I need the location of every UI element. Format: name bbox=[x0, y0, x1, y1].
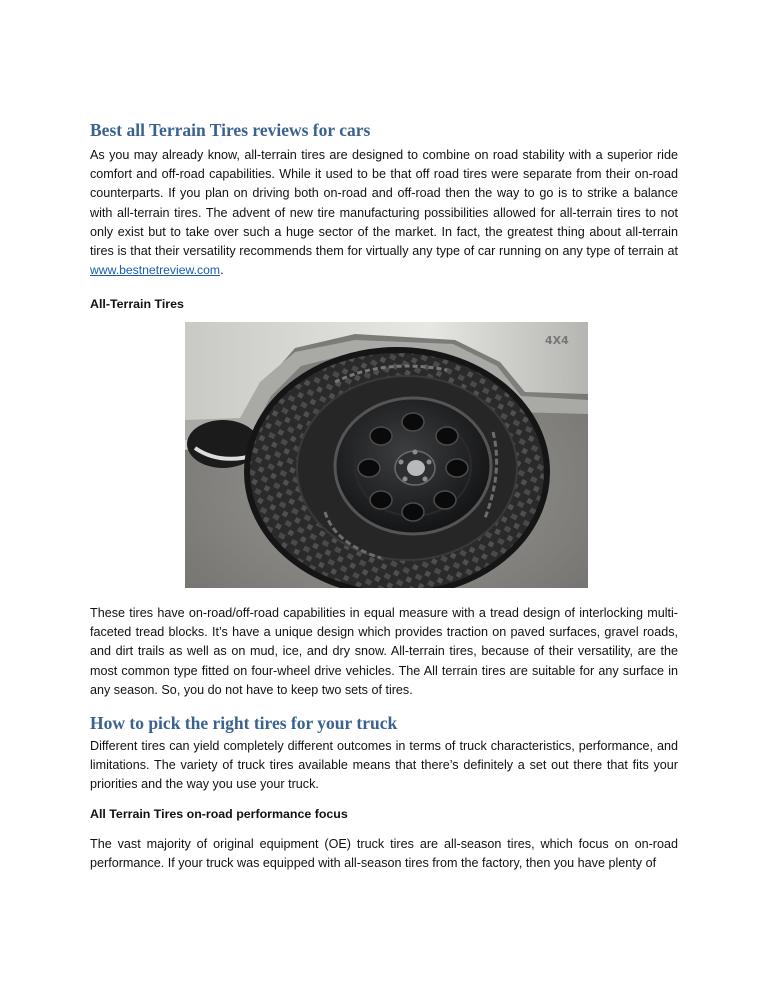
intro-paragraph-text: As you may already know, all-terrain tires are designed to combine on road stability with a superior ride comfort and off-road capabilities. While it used to be that off road tires were separate from their on-road counterparts. If you plan on driving both on-road and off-road then the way to go is to strike a balance with all-terrain tires. The advent of new tire manufacturing possibilities allowed for all-terrain tires to not only exist but to take over such a huge sector of the market. In fact, the greatest thing about all-terrain tires is that their versatility recommends them for virtually any type of car running on any type of terrain at bbox=[90, 148, 678, 259]
intro-paragraph bbox=[90, 146, 678, 280]
subheading-all-terrain-tires: All-Terrain Tires bbox=[90, 297, 184, 311]
intro-paragraph-period: . bbox=[220, 263, 224, 278]
subheading-on-road-performance: All Terrain Tires on-road performance focus bbox=[90, 807, 348, 821]
section-heading-how-to-pick: How to pick the right tires for your truck bbox=[90, 713, 398, 733]
tires-description-paragraph: These tires have on-road/off-road capabilities in equal measure with a tread design of interlocking multi-faceted tread blocks. It’s have a unique design which provides traction on paved surfaces, gravel roads, and dirt trails as well as on mud, ice, and dry snow. All-terrain tires, because of their versatility, are the most common type fitted on four-wheel drive vehicles. The All terrain tires are suitable for any surface in any season. So, you do not have to keep two sets of tires. bbox=[90, 606, 678, 697]
tire-photo bbox=[185, 322, 588, 588]
fender-badge-text: 4X4 bbox=[545, 334, 569, 347]
section-heading-best-all-terrain: Best all Terrain Tires reviews for cars bbox=[90, 120, 371, 140]
bestnetreview-link[interactable]: www.bestnetreview.com bbox=[90, 263, 221, 278]
oe-tires-paragraph: The vast majority of original equipment (OE) truck tires are all-season tires, which focus on on-road performance. If your truck was equipped with all-season tires from the factory, then you have plenty of bbox=[90, 837, 678, 871]
how-to-pick-paragraph: Different tires can yield completely different outcomes in terms of truck characteristics, performance, and limitations. The variety of truck tires available means that there’s definitely a set out there that fits your priorities and the way you use your truck. bbox=[90, 739, 678, 792]
